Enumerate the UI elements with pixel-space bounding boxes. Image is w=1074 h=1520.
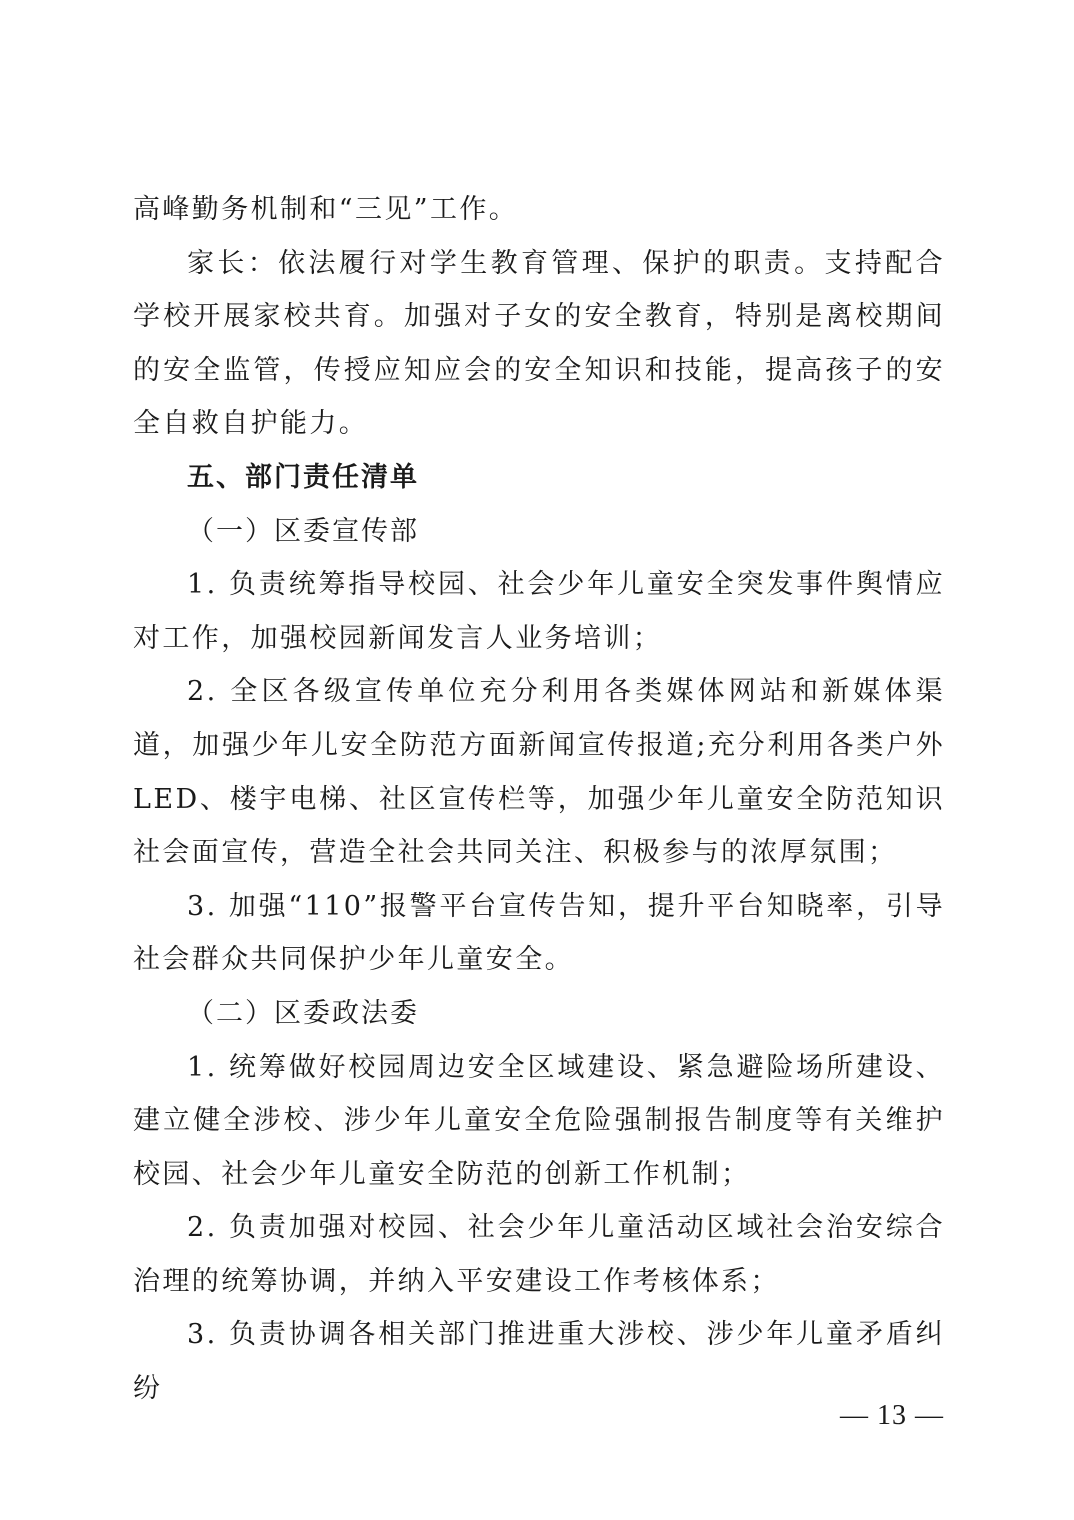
- list-item-propaganda-3: 3. 加强“110”报警平台宣传告知，提升平台知晓率，引导社会群众共同保护少年儿童安全。: [133, 890, 945, 976]
- section-heading-department-responsibilities: 五、部门责任清单: [187, 461, 419, 493]
- paragraph-continuation: 高峰勤务机制和“三见”工作。: [133, 194, 519, 225]
- list-item-political-legal-1: 1. 统筹做好校园周边安全区域建设、紧急避险场所建设、建立健全涉校、涉少年儿童安全危险强制报告制度等有关维护校园、社会少年儿童安全防范的创新工作机制；: [133, 1051, 945, 1190]
- list-item-propaganda-1: 1. 负责统筹指导校园、社会少年儿童安全突发事件舆情应对工作，加强校园新闻发言人业务培训；: [133, 569, 945, 654]
- paragraph-parents-duty: 家长：依法履行对学生教育管理、保护的职责。支持配合学校开展家校共育。加强对子女的安全教育，特别是离校期间的安全监管，传授应知应会的安全知识和技能，提高孩子的安全自救自护能力。: [133, 247, 945, 440]
- list-item-political-legal-2: 2. 负责加强对校园、社会少年儿童活动区域社会治安综合治理的统筹协调，并纳入平安建设工作考核体系；: [133, 1212, 945, 1297]
- document-body: [133, 183, 945, 1416]
- subsection-heading-political-legal-committee: （二）区委政法委: [187, 997, 419, 1029]
- list-item-propaganda-2: 2. 全区各级宣传单位充分利用各类媒体网站和新媒体渠道，加强少年儿安全防范方面新闻宣传报道;充分利用各类户外LED、楼宇电梯、社区宣传栏等，加强少年儿童安全防范知识社会面宣传，营造全社会共同关注、积极参与的浓厚氛围；: [133, 676, 945, 869]
- subsection-heading-propaganda-department: （一）区委宣传部: [187, 515, 419, 547]
- page-number: — 13 —: [840, 1400, 944, 1431]
- list-item-political-legal-3: 3. 负责协调各相关部门推进重大涉校、涉少年儿童矛盾纠纷: [133, 1319, 945, 1405]
